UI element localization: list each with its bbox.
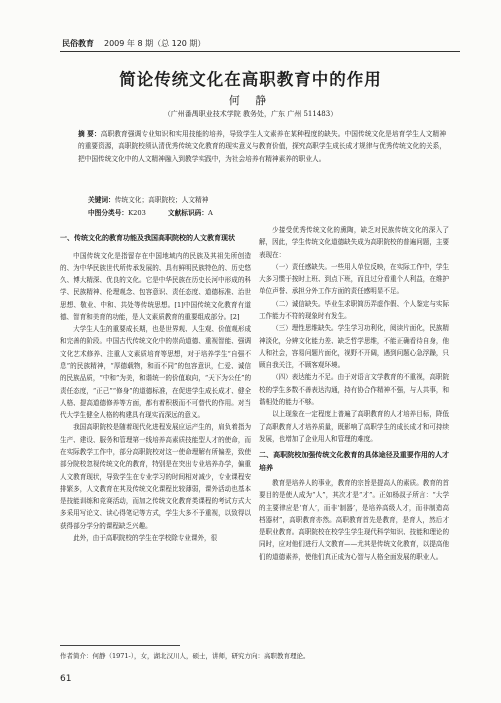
author-name: 何 静: [228, 94, 273, 107]
left-column: [60, 232, 251, 544]
keywords-line: [88, 194, 213, 207]
article-title: 简论传统文化在高职教育中的作用: [119, 70, 382, 89]
abstract-text: 高职教育强调专业知识和实用技能的培养，导致学生人文素养在某种程度的缺失。中国传统文化是培育学生人文精神的重要资源，高职院校须认清优秀传统文化教育的现实意义与教育价值，探究高职学生成长成才规律与优秀传统文化的关系，把中国传统文化中的人文精神融入到教学实践中，为社会培养有精神素养的职业人。: [78, 130, 447, 163]
keywords-label: 关键词：: [88, 196, 115, 204]
running-header: [62, 38, 205, 49]
abstract-label: 摘 要：: [78, 130, 101, 138]
doc-code-value: A: [208, 208, 213, 217]
right-column: [259, 224, 449, 563]
author-footnote: 作者简介：何静（1971-），女，湖北汉川人，硕士，讲师，研究方向：高职教育理论。: [60, 652, 310, 660]
doc-code-label: 文献标识码：: [167, 208, 209, 217]
issue-info: 2009 年 8 期（总 120 期）: [104, 39, 206, 48]
paragraph: 教育是培养人的事业，教育的宗旨是提高人的素质。教育的首要目的是使人成为“人”，其次才是“才”。正如杨叔子所言：“大学的主要律应是‘育人’，而非‘制器’，是培养高级人才，而非制造高档器材”，高职教育亦然。高职教育首先是教育，是育人，然后才是职业教育。高职院校在校学生学生现代科学知识、技能和理论的同时，应对他们进行人文教育——尤其是传统文化教育，以提高他们的道德素养，使他们真正成为心智与人格全面发展的职业人。: [259, 479, 449, 561]
paragraph: （三）理性思维缺失。学生学习功利化，阅读片面化，民族精神淡化，分辨文化能力差、缺乏哲学思维，不能正确看待自身，他人和社会，容易问题片面化，视野不开阔，遇到问题心急浮躁，只顾自我关注，不顾客观环境。: [259, 324, 449, 370]
paragraph: （二）诚信缺失。毕业生求职简历弄虚作假、个人鉴定与实际工作能力不符的现象时有发生。: [259, 299, 449, 320]
author-affiliation: （广州番禺职业技术学院 教务处，广东 广州 511483）: [163, 110, 338, 118]
page-number: 61: [60, 674, 72, 684]
abstract-block: [78, 128, 446, 165]
paragraph: 中国传统文化是指留存在中国地域内的民族及其祖先所创造的、为中华民族世代所传承发展的、具有鲜明民族特色的、历史悠久、博大精深、优良的文化。它是中华民族在历史长河中形成的科学、民族精神、伦理观念、包容意识、责任态度、道德标准、治世思想、敬业、中和、共处等传统思想。[1]中国传统文化教育有道德、智育和美育的功能，是人文素质教育的重要组成部分。[2]: [60, 251, 251, 321]
header-rule: [60, 51, 460, 52]
paragraph: 少接受优秀传统文化的熏陶，缺乏对民族传统文化的深入了解，因此，学生传统文化道德缺失成为高职院校的普遍问题，主要表现在：: [259, 226, 449, 259]
paragraph: 大学生人生的重要成长期，也是世界观、人生观、价值观形成和完善的阶段。中国古代传统文化中的崇尚道德、重视智能、强调文化艺术修养、注重人文素质培育等思想，对于培养学生“自强不息”的民族精神，“厚德载物，和而不同”的包容意识，仁爱、诚信的民族品质，“中和”为美，和谐统一的价值取向，“天下为公任”的责任态度，“正己”“修身”的道德标准，在促进学生成长成才、健全人格、提高道德修养等方面，都有着积极而不可替代的作用。对当代大学生健全人格的构建具有现实而深远的意义。: [60, 325, 251, 420]
footnote-rule: [60, 645, 180, 646]
clc-label: 中图分类号：: [88, 208, 129, 217]
section-2-heading: 二、高职院校加强传统文化教育的具体途径及重要作用的人才培养: [259, 451, 449, 472]
paragraph: 以上现象在一定程度上普遍了高职教育的人才培养目标，降低了高职教育人才培养质量，既影响了高职学生的成长成才和可持续发展，也增加了企业用人和管理的难度。: [259, 410, 449, 443]
journal-name: 民俗教育: [62, 39, 94, 48]
paragraph: 我国高职院校是随着现代化进程发展应运产生的，肩负着指为生产、建设、服务和管理第一线培养高素质技能型人才的使命，而在实际教学工作中，部分高职院校对这一使命理解有所偏差，致使部分院校忽视传统文化的教育，特别是在突出专业培养办学，偏重人文教育现状，导致学生在专业学习的时间相对减少，专业课程安排繁多，人文教育在其及传统文化课程比较薄弱，课外活动也基本是技能训练和竞赛活动，而加之传统文化教育类课程的考试方式大多采用写论文、读心得笔记等方式，学生大多不予重视，以致得以获得部分学分的课程缺乏兴趣。: [60, 423, 251, 530]
section-1-heading: 一、传统文化的教育功能及我国高职院校的人文教育现状: [60, 234, 235, 242]
clc-value: K203: [128, 208, 146, 217]
paragraph: 此外，由于高职院校的学生在学校除专业课外，很: [73, 533, 218, 542]
classification-line: [88, 207, 213, 220]
keywords-text: 传统文化；高职院校；人文精神: [114, 196, 209, 204]
paragraph: （一）责任感缺失。一些用人单位反映，在实际工作中，学生大多习惯于按时上班、到点下班，而且过分看重个人利益，在维护单位声誉、承担分外工作方面的责任感明显不足。: [259, 262, 449, 296]
paragraph: （四）表达能力不足。由于对语言文学教育的不重视，高职院校的学生多数不善表达沟通，持有协合作精神不强，与人共事，和谐相处的能力不够。: [259, 373, 449, 406]
keywords-block: [88, 194, 213, 219]
